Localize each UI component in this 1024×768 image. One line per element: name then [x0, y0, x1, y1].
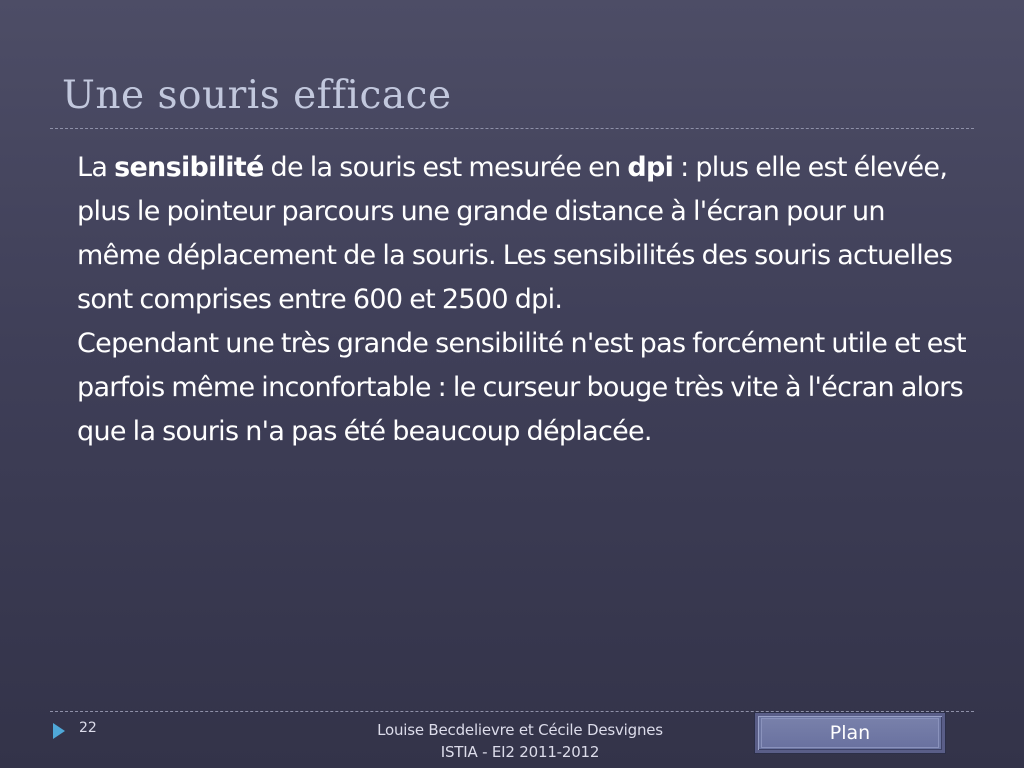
paragraph-caveat: Cependant une très grande sensibilité n'est pas forcément utile et est parfois même inconfortable : le curseur bouge très vite à l'écran alors que la souris n'a pas été beaucoup déplacée.	[77, 328, 966, 447]
paragraph-text: : plus elle est élevée, plus le pointeur parcours une grande distance à l'écran pour un même déplacement de la souris. Les sensibilités des souris actuelles sont comprises entre 600 et 2500 dpi.	[77, 152, 953, 315]
footer-authors: Louise Becdelievre et Cécile Desvignes	[377, 721, 663, 739]
footer-divider	[50, 711, 974, 712]
paragraph-sensitivity	[77, 146, 967, 322]
slide-title: Une souris efficace	[62, 73, 452, 118]
title-divider	[50, 128, 974, 129]
footer-course: ISTIA - EI2 2011-2012	[440, 743, 600, 761]
paragraph-text: de la souris est mesurée en	[263, 152, 628, 183]
plan-button[interactable]	[755, 713, 945, 753]
paragraph-text: La	[77, 152, 115, 183]
footer-credits	[340, 719, 700, 763]
slide-body	[77, 146, 967, 454]
keyword-dpi: dpi	[627, 152, 674, 183]
triangle-right-icon[interactable]	[52, 722, 66, 740]
plan-button-label: Plan	[761, 718, 939, 748]
slide-number: 22	[79, 720, 97, 736]
keyword-sensibilite: sensibilité	[114, 152, 264, 183]
